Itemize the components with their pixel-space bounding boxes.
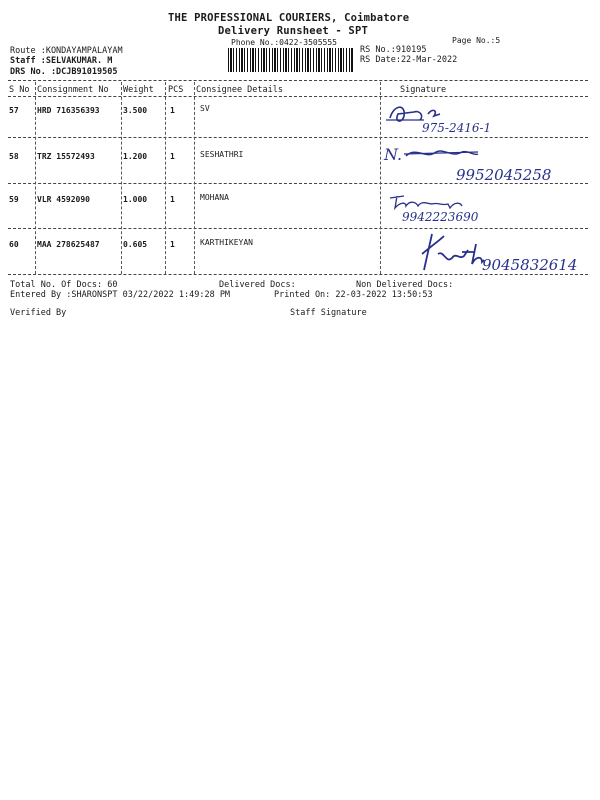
printed-on: Printed On: 22-03-2022 13:50:53 (274, 290, 433, 300)
svg-text:9952045258: 9952045258 (456, 166, 552, 184)
svg-text:9045832614: 9045832614 (482, 256, 578, 274)
row-divider (8, 137, 588, 138)
non-delivered-docs: Non Delivered Docs: (356, 280, 454, 290)
row-sno: 57 (9, 106, 19, 115)
row-weight: 0.605 (123, 240, 148, 249)
col-header-signature: Signature (400, 85, 447, 95)
handwritten-signature-icon (388, 192, 508, 226)
column-divider (35, 82, 36, 274)
drs-number: DRS No. :DCJB91019505 (10, 67, 118, 77)
row-consignee: MOHANA (200, 193, 229, 202)
column-divider (194, 82, 195, 274)
handwritten-signature-icon (418, 230, 588, 276)
row-pcs: 1 (170, 240, 175, 249)
row-pcs: 1 (170, 195, 175, 204)
company-name: THE PROFESSIONAL COURIERS, Coimbatore (168, 12, 410, 24)
row-sno: 59 (9, 195, 19, 204)
row-weight: 1.200 (123, 152, 148, 161)
row-divider (8, 228, 588, 229)
row-consignee: KARTHIKEYAN (200, 238, 253, 247)
row-pcs: 1 (170, 106, 175, 115)
row-consignment: VLR 4592090 (37, 195, 90, 204)
row-weight: 1.000 (123, 195, 148, 204)
document-title: Delivery Runsheet - SPT (218, 25, 368, 37)
handwritten-signature-icon (382, 142, 572, 184)
page-number: Page No.:5 (452, 36, 501, 45)
route: Route :KONDAYAMPALAYAM (10, 46, 123, 56)
staff: Staff :SELVAKUMAR. M (10, 56, 113, 66)
row-consignee: SESHATHRI (200, 150, 244, 159)
row-sno: 60 (9, 240, 19, 249)
col-header-consignee: Consignee Details (196, 85, 283, 95)
delivered-docs: Delivered Docs: (219, 280, 296, 290)
row-sno: 58 (9, 152, 19, 161)
phone-number: Phone No.:0422-3505555 (231, 38, 337, 47)
svg-text:N.: N. (384, 145, 403, 164)
col-header-consignment: Consignment No (37, 85, 109, 95)
rs-number: RS No.:910195 (360, 45, 427, 55)
handwritten-signature-icon (384, 100, 514, 136)
column-divider (121, 82, 122, 274)
column-divider (165, 82, 166, 274)
svg-text:975-2416-1: 975-2416-1 (422, 121, 492, 135)
table-top-rule (8, 80, 588, 81)
row-consignment: MAA 278625487 (37, 240, 100, 249)
barcode-icon (228, 48, 354, 72)
col-header-weight: Weight (123, 85, 154, 95)
row-pcs: 1 (170, 152, 175, 161)
svg-text:9942223690: 9942223690 (402, 210, 479, 224)
row-consignment: TRZ 15572493 (37, 152, 95, 161)
col-header-pcs: PCS (168, 85, 184, 95)
entered-by: Entered By :SHARONSPT 03/22/2022 1:49:28 PM (10, 290, 231, 300)
row-weight: 3.500 (123, 106, 148, 115)
rs-date: RS Date:22-Mar-2022 (360, 55, 458, 65)
column-divider (380, 82, 381, 274)
row-consignment: HRD 716356393 (37, 106, 100, 115)
col-header-sno: S No (9, 85, 30, 95)
total-docs: Total No. Of Docs: 60 (10, 280, 118, 290)
verified-by: Verified By (10, 308, 67, 318)
table-header-rule (8, 96, 588, 97)
row-consignee: SV (200, 104, 210, 113)
staff-signature: Staff Signature (290, 308, 367, 318)
